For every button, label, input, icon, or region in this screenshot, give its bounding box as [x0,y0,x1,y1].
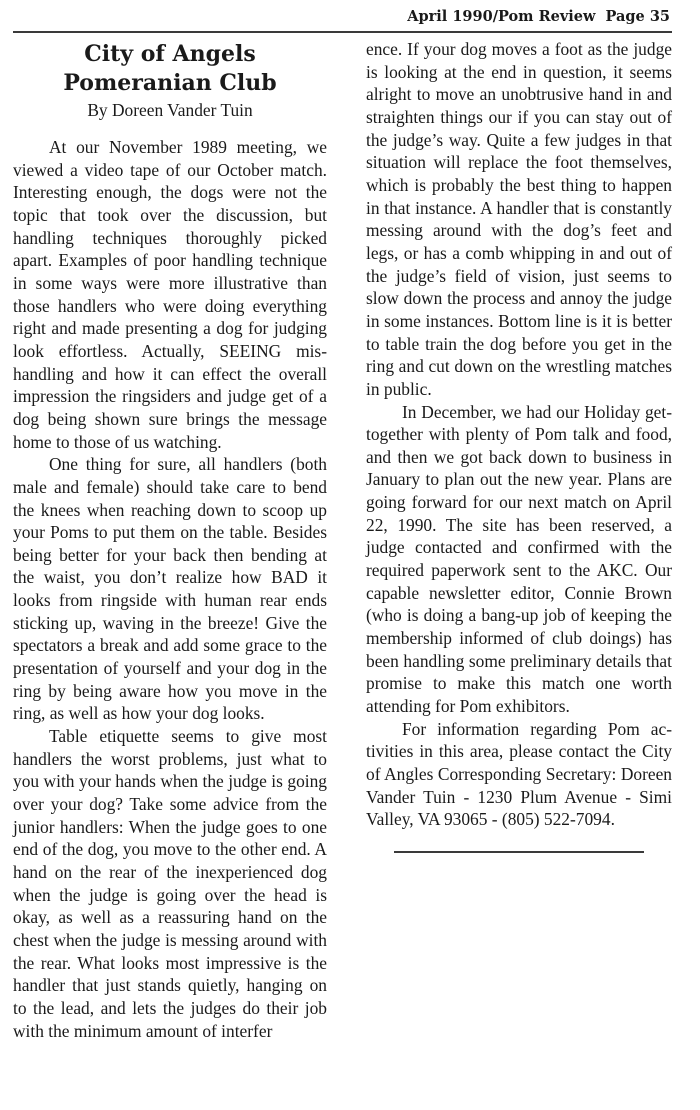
paragraph-bend-knees: One thing for sure, all handlers (both male and female) should take care to bend the knees when reaching down to scoop up your Poms to put them on the table. Besides being better for your back then bending at the waist, you don’t realize how BAD it looks from ringside with human rear ends sticking up, waving in the breeze! Give the spectators a break and add some grace to the presentation of yourself and your dog in the ring by being aware how you move in the ring, as well as how your dog looks. [13,454,327,724]
article-end-rule [394,851,644,853]
paragraph-table-etiquette-continued: ence. If your dog moves a foot as the judge is looking at the end in question, it seems alright to move an unobtrusive hand in and straighten things our if you can stay out of the judge’s way. Quite a few judges in that situation will replace the foot themselves, which is probably the best thing to happen in that instance. A handler that is constantly messing around with the dog’s feet and legs, or has a comb whipping in and out of the judge’s field of vision, just seems to slow down the process and annoy the judge in some instances. Bottom line is it is better to table train the dog before you get in the ring and cut down on the wrestling matches in public. [366,39,672,399]
header-rule [13,31,672,33]
article-title [13,40,327,98]
running-head [407,8,670,25]
article-title-line-2: Pomeranian Club [63,70,277,96]
right-column [366,38,672,853]
left-column [13,38,327,1042]
running-head-page: Page 35 [605,8,670,25]
running-head-issue: April 1990/Pom Review [407,8,596,25]
paragraph-contact-info: For information regarding Pom activities in this area, please contact the City of Angles Corresponding Secretary: Doreen Vander Tuin - 1230 Plum Avenue - Simi Valley, VA 93065 - (805) 522-7094. [366,718,672,830]
paragraph-table-etiquette: Table etiquette seems to give most handlers the worst problems, just what to you with your hands when the judge is going over your dog? Take some advice from the junior handlers: When the judge goes to one end of the dog, you move to the other end. A hand on the rear of the inexperienced dog when the judge is going over the head is okay, as well as a reassuring hand on the chest when the judge is messing around with the rear. What looks most impressive is the handler that just stands quietly, hanging on to the lead, and lets the judges do their job with the minimum amount of interfer [13,726,327,1041]
article-title-line-1: City of Angels [84,41,256,67]
paragraph-december-holiday: In December, we had our Holiday get-together with plenty of Pom talk and food, and then we got back down to business in January to plan out the new year. Plans are going forward for our next match on April 22, 1990. The site has been reserved, a judge contacted and confirmed with the required paperwork sent to the AKC. Our capable newsletter editor, Connie Brown (who is doing a bang-up job of keeping the membership informed of club doings) has been handling some preliminary details that promise to make this match one worth attending for Pom exhibitors. [366,401,672,717]
article-byline: By Doreen Vander Tuin [87,100,253,120]
paragraph-november-meeting: At our November 1989 meeting, we viewed a video tape of our October match. Interesting enough, the dogs were not the topic that took over the discussion, but handling techniques thoroughly picked apart. Examples of poor handling technique in some ways were more illustrative than those handlers who were doing everything right and made presenting a dog for judging look effortless. Actually, SEEING mishandling and how it can effect the overall impression the ringsiders and judge get of a dog being shown sure brings the message home to those of us watching. [13,137,327,452]
